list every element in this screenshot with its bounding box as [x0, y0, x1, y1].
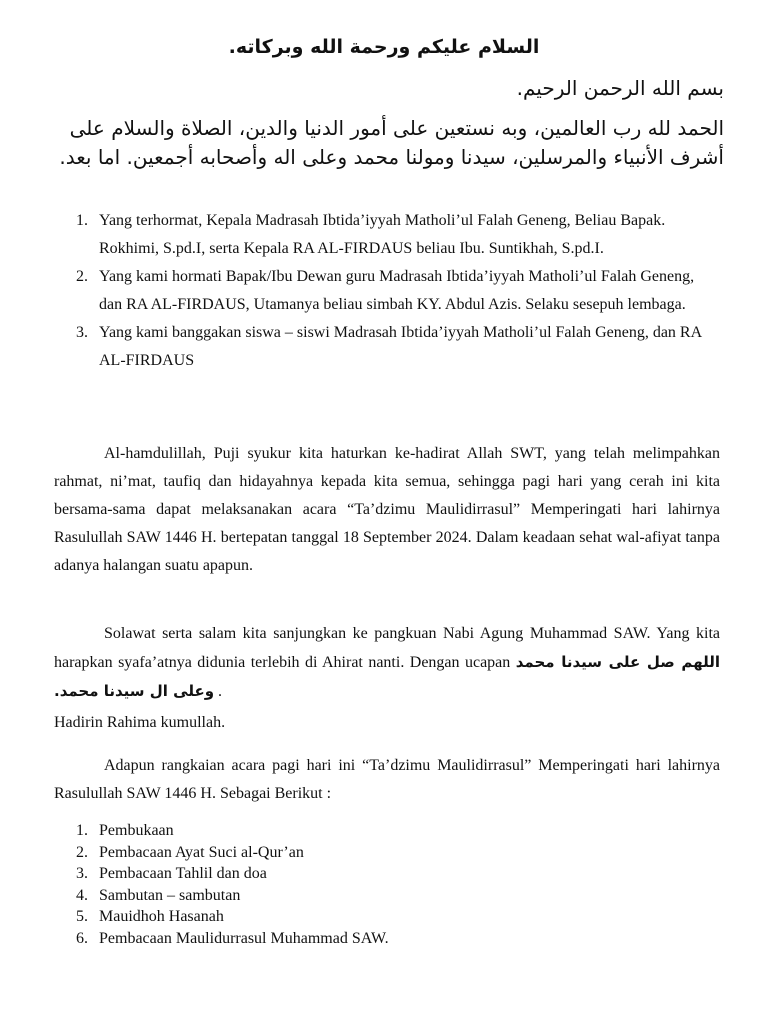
- list-number: 4.: [76, 886, 88, 904]
- list-item: [0, 842, 768, 864]
- solawat-text: Solawat serta salam kita sanjungkan ke pangkuan Nabi Agung Muhammad SAW. Yang kita harapkan syafa’atnya didunia terlebih di Ahirat nanti. Dengan ucapan: [54, 625, 720, 671]
- list-number: 5.: [76, 908, 88, 925]
- list-item: [0, 906, 768, 928]
- list-item: [0, 885, 768, 907]
- list-item-text: Yang kami banggakan siswa – siswi Madrasah Ibtida’iyyah Matholi’ul Falah Geneng, dan RA AL-FIRDAUS: [99, 324, 702, 369]
- list-item: [0, 263, 768, 319]
- list-item-text: Yang kami hormati Bapak/Ibu Dewan guru Madrasah Ibtida’iyyah Matholi’ul Falah Geneng, dan RA AL-FIRDAUS, Utamanya beliau simbah KY. Abdul Azis. Selaku sesepuh lembaga.: [99, 268, 695, 313]
- list-item-text: Mauidhoh Hasanah: [99, 908, 224, 925]
- list-item: [0, 928, 768, 950]
- list-item: [0, 319, 768, 375]
- arabic-solawat: اللهم صل على سيدنا محمد وعلى ال سيدنا محمد.: [54, 653, 720, 700]
- list-item-text: Pembacaan Ayat Suci al-Qur’an: [99, 843, 304, 861]
- list-number: 2.: [76, 268, 88, 285]
- agenda-intro-paragraph: Adapun rangkaian acara pagi hari ini “Ta’dzimu Maulidirrasul” Memperingati hari lahirnya Rasulullah SAW 1446 H. Sebagai Berikut :: [54, 757, 720, 802]
- agenda-list: [0, 820, 768, 949]
- solawat-tail: .: [214, 683, 223, 700]
- list-number: 3.: [76, 865, 88, 882]
- opening-paragraph: Al-hamdulillah, Puji syukur kita haturkan ke-hadirat Allah SWT, yang telah melimpahkan rahmat, ni’mat, taufiq dan hidayahnya kepada kita semua, sehingga pagi hari yang cerah ini kita bersama-sama dapat melaksanakan acara “Ta’dzimu Maulidirrasul” Memperingati hari lahirnya Rasulullah SAW 1446 H. bertepatan tanggal 18 September 2024. Dalam keadaan sehat wal-afiyat tanpa adanya halangan suatu apapun.: [54, 445, 720, 574]
- list-number: 1.: [76, 212, 88, 229]
- list-item-text: Pembukaan: [99, 822, 174, 839]
- list-item: [0, 820, 768, 842]
- list-item: [0, 207, 768, 263]
- list-number: 6.: [76, 929, 88, 947]
- list-item-text: Sambutan – sambutan: [99, 886, 241, 904]
- honorifics-list: [0, 207, 768, 375]
- arabic-greeting: السلام عليكم ورحمة الله وبركاته.: [228, 36, 540, 58]
- list-number: 2.: [76, 843, 88, 861]
- list-item: [0, 863, 768, 885]
- arabic-hamdalah: الحمد لله رب العالمين، وبه نستعين على أمور الدنيا والدين، الصلاة والسلام على أشرف الأنبياء والمرسلين، سيدنا ومولنا محمد وعلى اله وأصحابه أجمعين. اما بعد.: [59, 116, 724, 169]
- list-item-text: Pembacaan Tahlil dan doa: [99, 865, 267, 882]
- hadirin-line: Hadirin Rahima kumullah.: [54, 714, 226, 731]
- arabic-basmala: بسم الله الرحمن الرحيم.: [516, 76, 724, 100]
- solawat-paragraph: [54, 620, 720, 706]
- list-number: 1.: [76, 822, 88, 839]
- list-item-text: Yang terhormat, Kepala Madrasah Ibtida’iyyah Matholi’ul Falah Geneng, Beliau Bapak. Rokhimi, S.pd.I, serta Kepala RA AL-FIRDAUS beliau Ibu. Suntikhah, S.pd.I.: [99, 212, 666, 257]
- list-number: 3.: [76, 324, 88, 341]
- list-item-text: Pembacaan Maulidurrasul Muhammad SAW.: [99, 929, 389, 947]
